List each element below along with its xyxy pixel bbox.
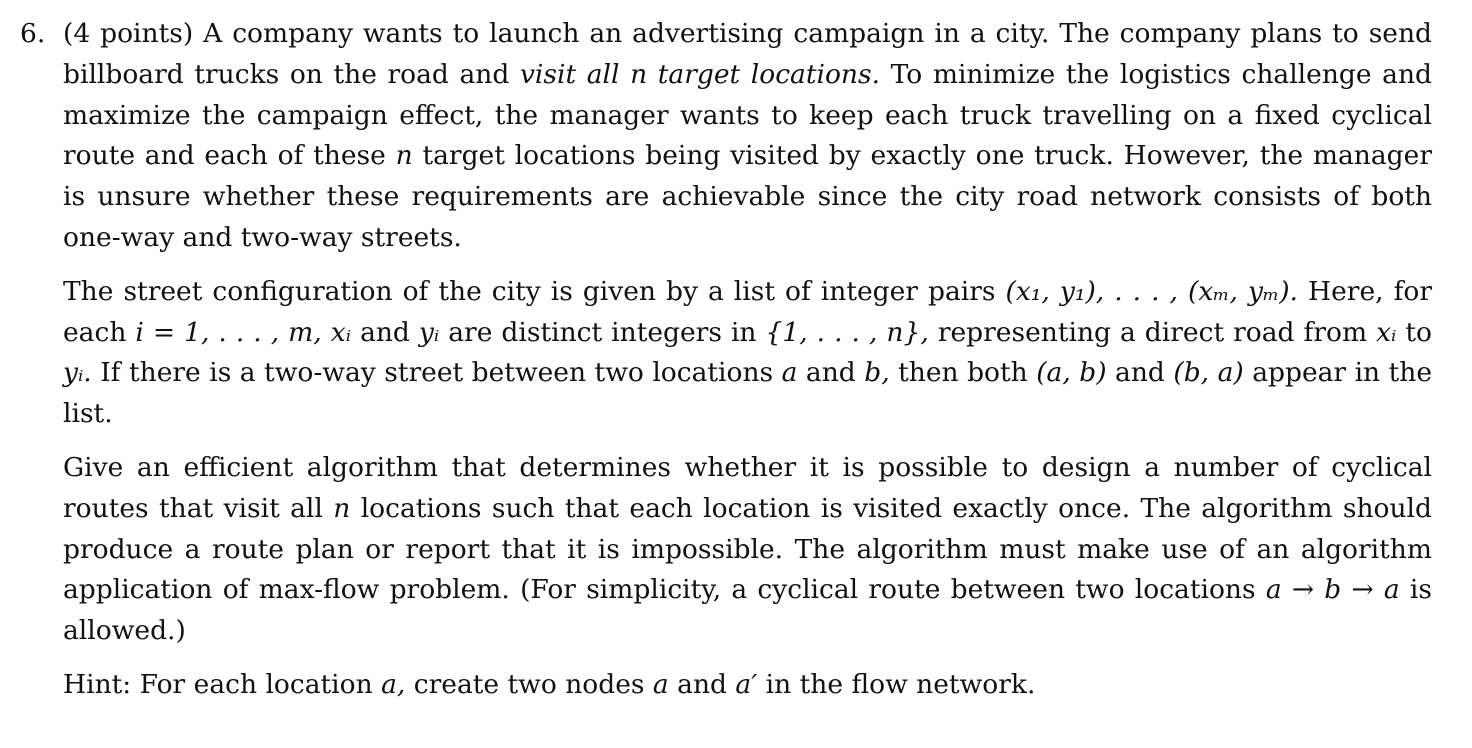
intro-text-b: To minimize the logistics challenge and maximize the campaign effect, the manager wants to keep each truck travelling on a fixed cyclical route and each of these [63, 58, 1432, 172]
hint-text-b: create two nodes [405, 668, 653, 700]
task-text-a: Give an efficient algorithm that determines whether it is possible to design a number of cyclical routes that visit all [63, 451, 1432, 524]
math-a-hint: a, [381, 668, 406, 700]
hint-text-c: and [668, 668, 736, 700]
math-a: a [781, 357, 798, 389]
paragraph-intro [63, 14, 1432, 259]
math-b: b, [864, 357, 890, 389]
street-text-h: If there is a two-way street between two locations [91, 357, 782, 389]
math-xi: xᵢ [330, 316, 352, 348]
street-text-b: Here, for each [63, 275, 1432, 348]
hint-text-d: in the flow network. [757, 668, 1036, 700]
problem-body [63, 14, 1432, 706]
intro-emphasis: visit all n target locations. [519, 58, 881, 90]
street-text-k: and [1106, 357, 1174, 389]
math-yi: yᵢ [418, 316, 440, 348]
paragraph-task [63, 448, 1432, 652]
math-a-prime-node: a′ [735, 668, 758, 700]
math-route: a → b → a [1265, 574, 1400, 606]
task-text-b: locations such that each location is visited exactly once. The algorithm should produce a route plan or report that it is impossible. The algorithm must make use of an algorithm application of max-flow problem. (For simplicity, a cyclical route between two locations [63, 492, 1432, 606]
math-range: i = 1, . . . , m, [135, 316, 322, 348]
paragraph-street-config [63, 272, 1432, 435]
street-text-f: representing a direct road from [928, 316, 1377, 348]
math-pair-ba: (b, a) [1173, 357, 1244, 389]
street-text-l: appear in the list. [63, 357, 1433, 430]
problem-6 [20, 14, 1432, 706]
points-label: (4 points) [63, 18, 194, 49]
math-a-node: a [652, 668, 669, 700]
math-set: {1, . . . , n}, [765, 316, 929, 348]
problem-number: 6. [20, 18, 46, 49]
hint-text-a: Hint: For each location [63, 668, 382, 700]
street-text-g: to [1396, 316, 1432, 348]
street-text-d: and [351, 316, 419, 348]
math-xi-2: xᵢ [1376, 316, 1397, 348]
task-text-c: is allowed.) [63, 574, 1433, 647]
math-yi-2: yᵢ. [63, 357, 92, 389]
math-n-2: n [333, 492, 351, 524]
street-text-a: The street configuration of the city is given by a list of integer pairs [63, 275, 1006, 307]
math-pairs: (x₁, y₁), . . . , (xₘ, yₘ). [1005, 275, 1298, 307]
math-n: n [395, 140, 413, 172]
paragraph-hint [63, 665, 1432, 706]
math-pair-ab: (a, b) [1036, 357, 1107, 389]
street-text-i: and [797, 357, 865, 389]
intro-text-c: target locations being visited by exactly one truck. However, the manager is unsure whether these requirements are achievable since the city road network consists of both one-way and two-way streets. [63, 140, 1432, 253]
street-text-c [322, 317, 331, 348]
street-text-j: then both [889, 357, 1037, 389]
intro-text-a: A company wants to launch an advertising campaign in a city. The company plans to send billboard trucks on the road and [63, 18, 1433, 90]
street-text-e: are distinct integers in [439, 316, 766, 348]
